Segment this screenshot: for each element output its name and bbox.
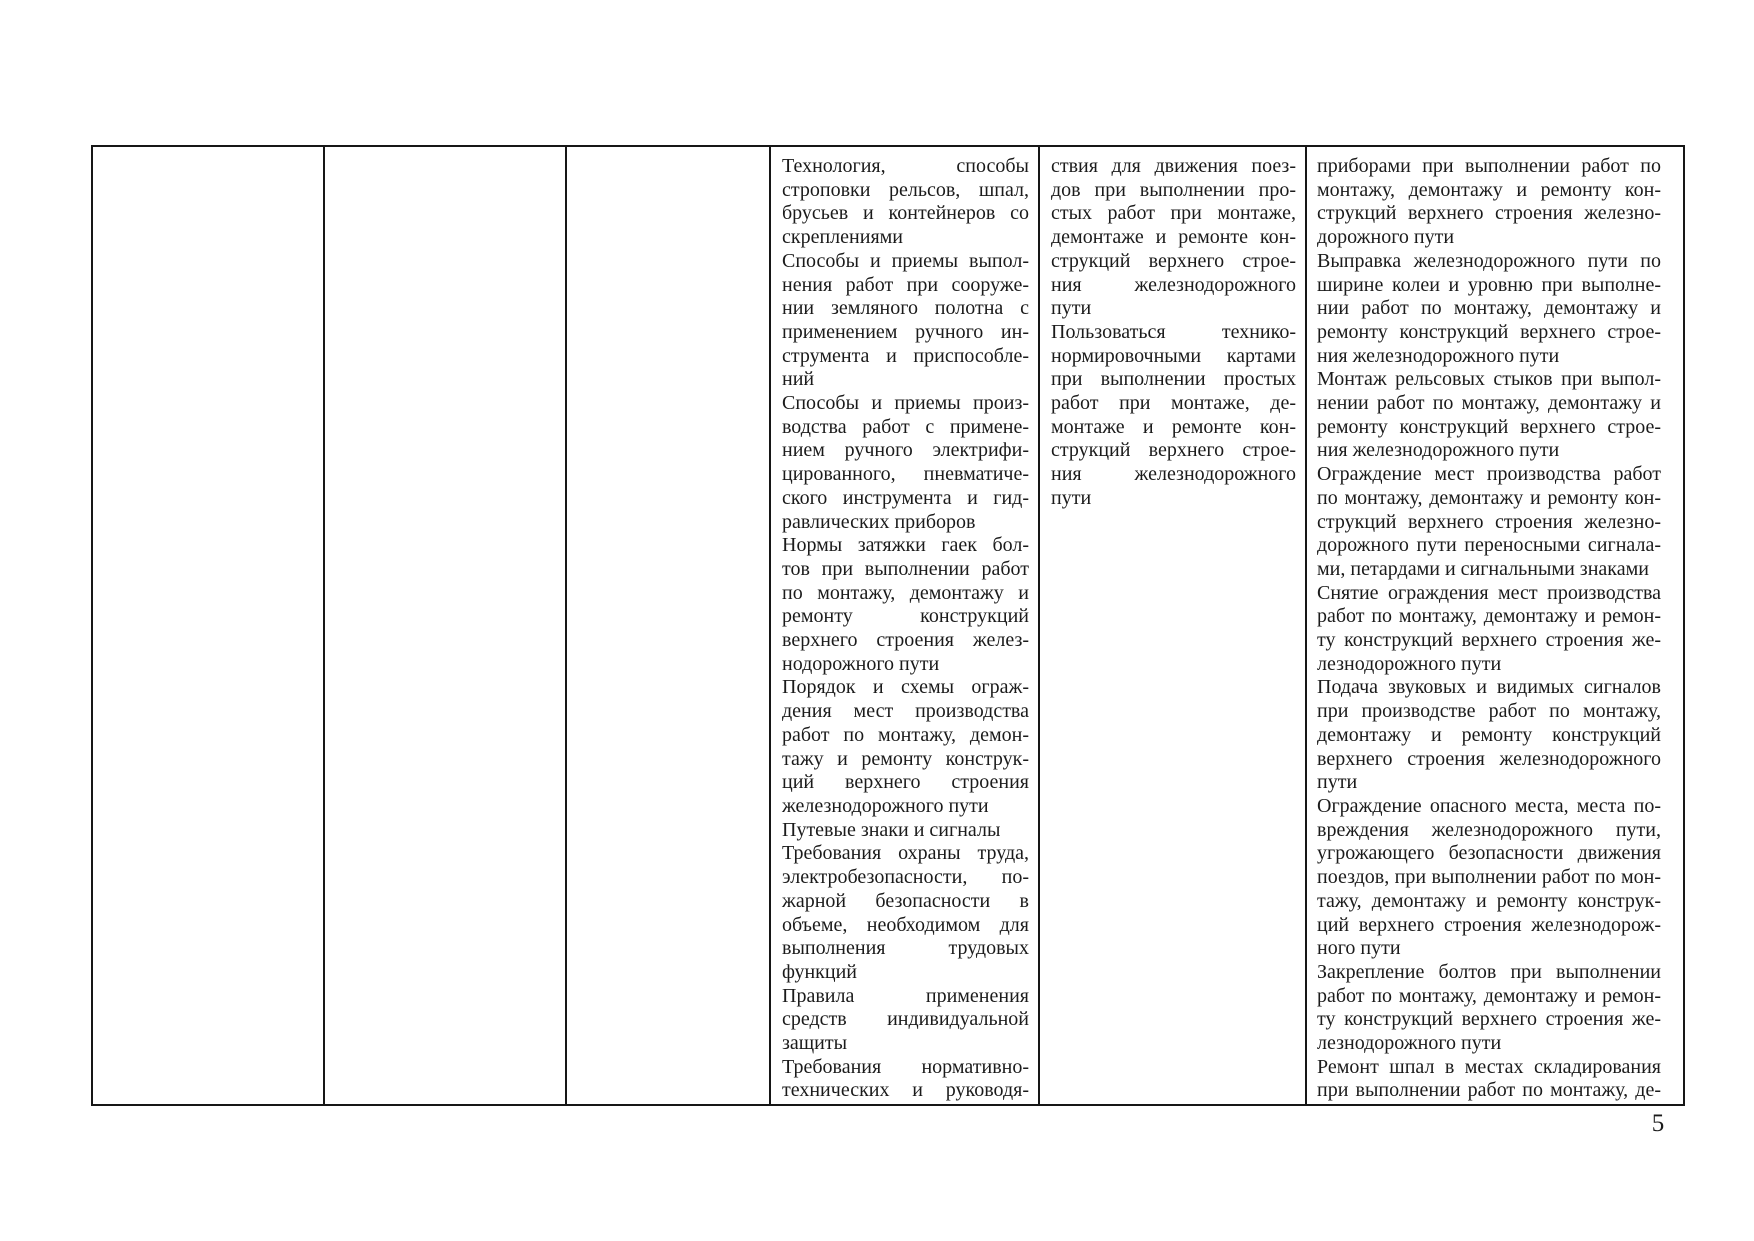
- text-line: нием ручного электрифи-: [782, 439, 1029, 462]
- text-line: Правила применения: [782, 984, 1029, 1007]
- table-cell-6-actions: [1307, 147, 1683, 1104]
- text-line: дорожного пути переносными сигнала-: [1317, 534, 1661, 557]
- text-line: струмента и приспособле-: [782, 344, 1029, 367]
- text-line: Нормы затяжки гаек бол-: [782, 534, 1029, 557]
- text-line: нормировочными картами: [1051, 344, 1296, 367]
- text-line: по монтажу, демонтажу и: [782, 581, 1029, 604]
- text-line: стых работ при монтаже,: [1051, 202, 1296, 225]
- text-line: Путевые знаки и сигналы: [782, 818, 1001, 841]
- text-line: лезнодорожного пути: [1317, 652, 1502, 675]
- text-line: скреплениями: [782, 226, 903, 249]
- text-line: тов при выполнении работ: [782, 557, 1029, 580]
- text-line: струкций верхнего строе-: [1051, 439, 1296, 462]
- text-line: пути: [1051, 486, 1092, 509]
- text-line: вреждения железнодорожного пути,: [1317, 818, 1661, 841]
- text-line: Ограждение опасного места, места по-: [1317, 794, 1661, 817]
- text-line: Монтаж рельсовых стыков при выпол-: [1317, 368, 1661, 391]
- text-line: нии работ по монтажу, демонтажу и: [1317, 297, 1661, 320]
- text-line: Закрепление болтов при выполнении: [1317, 960, 1661, 983]
- text-line: ния железнодорожного пути: [1317, 344, 1560, 367]
- text-line: ширине колеи и уровню при выполне-: [1317, 273, 1661, 296]
- text-line: демонтажу и ремонту конструкций: [1317, 723, 1661, 746]
- text-line: ремонту конструкций: [782, 605, 1029, 628]
- text-line: ствия для движения поез-: [1051, 155, 1296, 177]
- text-line: работ по монтажу, демон-: [782, 723, 1029, 746]
- text-line: Пользоваться технико-: [1051, 320, 1296, 343]
- text-line: защиты: [782, 1032, 848, 1055]
- page-number: 5: [1651, 1110, 1665, 1137]
- text-line: равлических приборов: [782, 510, 976, 533]
- text-line: нии земляного полотна с: [782, 297, 1029, 320]
- text-line: ского инструмента и гид-: [782, 486, 1029, 509]
- text-line: дов при выполнении про-: [1051, 178, 1296, 201]
- text-line: ния железнодорожного пути: [1317, 439, 1560, 462]
- text-line: брусьев и контейнеров со: [782, 202, 1029, 225]
- text-line: ремонту конструкций верхнего строе-: [1317, 415, 1661, 438]
- text-line: тажу, демонтажу и ремонту конструк-: [1317, 889, 1661, 912]
- text-line: выполнения трудовых: [782, 937, 1029, 960]
- text-line: работ по монтажу, демонтажу и ремон-: [1317, 984, 1661, 1007]
- text-line: тажу и ремонту конструк-: [782, 747, 1029, 770]
- text-line: цированного, пневматиче-: [782, 463, 1029, 486]
- requirements-table: [91, 145, 1685, 1106]
- text-line: нения работ при сооруже-: [782, 273, 1029, 296]
- text-line: жарной безопасности в: [782, 889, 1029, 912]
- text-line: железнодорожного пути: [782, 794, 989, 817]
- text-line: Ограждение мест производства работ: [1317, 463, 1661, 486]
- text-line: угрожающего безопасности движения: [1317, 842, 1661, 865]
- text-line: поездов, при выполнении работ по мон-: [1317, 866, 1661, 889]
- text-line: демонтаже и ремонте кон-: [1051, 226, 1296, 249]
- text-line: пути: [1051, 297, 1092, 320]
- text-line: ний: [782, 368, 815, 391]
- text-line: приборами при выполнении работ по: [1317, 155, 1661, 177]
- table-cell-5-skills: [1040, 147, 1307, 1104]
- text-line: верхнего строения железнодорожного: [1317, 747, 1661, 770]
- text-line: ми, петардами и сигнальными знаками: [1317, 557, 1649, 580]
- text-line: ремонту конструкций верхнего строе-: [1317, 320, 1661, 343]
- table-cell-3: [567, 147, 771, 1104]
- text-line: ния железнодорожного: [1051, 273, 1296, 296]
- text-line: ту конструкций верхнего строения же-: [1317, 629, 1661, 652]
- text-line: струкций верхнего строения железно-: [1317, 202, 1661, 225]
- text-line: электробезопасности, по-: [782, 866, 1029, 889]
- text-line: струкций верхнего строе-: [1051, 249, 1296, 272]
- text-line: ту конструкций верхнего строения же-: [1317, 1008, 1661, 1031]
- text-line: при выполнении работ по монтажу, де-: [1317, 1079, 1661, 1102]
- text-line: пути: [1317, 771, 1358, 794]
- text-line: водства работ с примене-: [782, 415, 1029, 438]
- text-line: верхнего строения желез-: [782, 629, 1029, 652]
- text-line: объеме, необходимом для: [782, 913, 1029, 936]
- table-cell-2: [325, 147, 567, 1104]
- text-line: средств индивидуальной: [782, 1008, 1029, 1031]
- text-line: Технология, способы: [782, 155, 1029, 177]
- text-line: функций: [782, 960, 857, 983]
- text-line: работ при монтаже, де-: [1051, 392, 1296, 415]
- text-line: Подача звуковых и видимых сигналов: [1317, 676, 1661, 699]
- text-line: струкций верхнего строения железно-: [1317, 510, 1661, 533]
- text-line: монтажу, демонтажу и ремонту кон-: [1317, 178, 1661, 201]
- text-line: дения мест производства: [782, 700, 1029, 723]
- text-line: ций верхнего строения железнодорож-: [1317, 913, 1661, 936]
- text-line: Требования нормативно-: [782, 1055, 1029, 1078]
- text-line: по монтажу, демонтажу и ремонту кон-: [1317, 486, 1661, 509]
- text-line: при производстве работ по монтажу,: [1317, 700, 1661, 723]
- text-line: Выправка железнодорожного пути по: [1317, 249, 1661, 272]
- text-line: технических и руководя-: [782, 1079, 1029, 1102]
- text-line: ного пути: [1317, 937, 1401, 960]
- text-line: при выполнении простых: [1051, 368, 1296, 391]
- text-line: Ремонт шпал в местах складирования: [1317, 1055, 1661, 1078]
- text-line: Снятие ограждения мест производства: [1317, 581, 1661, 604]
- text-line: Порядок и схемы ограж-: [782, 676, 1029, 699]
- text-line: работ по монтажу, демонтажу и ремон-: [1317, 605, 1661, 628]
- text-line: ния железнодорожного: [1051, 463, 1296, 486]
- text-line: применением ручного ин-: [782, 320, 1029, 343]
- text-line: монтаже и ремонте кон-: [1051, 415, 1296, 438]
- text-line: нении работ по монтажу, демонтажу и: [1317, 392, 1661, 415]
- text-line: нодорожного пути: [782, 652, 940, 675]
- text-line: Требования охраны труда,: [782, 842, 1029, 865]
- text-line: строповки рельсов, шпал,: [782, 178, 1029, 201]
- text-line: Способы и приемы выпол-: [782, 249, 1029, 272]
- text-line: ций верхнего строения: [782, 771, 1029, 794]
- text-line: Способы и приемы произ-: [782, 392, 1029, 415]
- text-line: лезнодорожного пути: [1317, 1032, 1502, 1055]
- text-line: дорожного пути: [1317, 226, 1455, 249]
- table-cell-4-knowledge: [771, 147, 1040, 1104]
- table-cell-1: [93, 147, 325, 1104]
